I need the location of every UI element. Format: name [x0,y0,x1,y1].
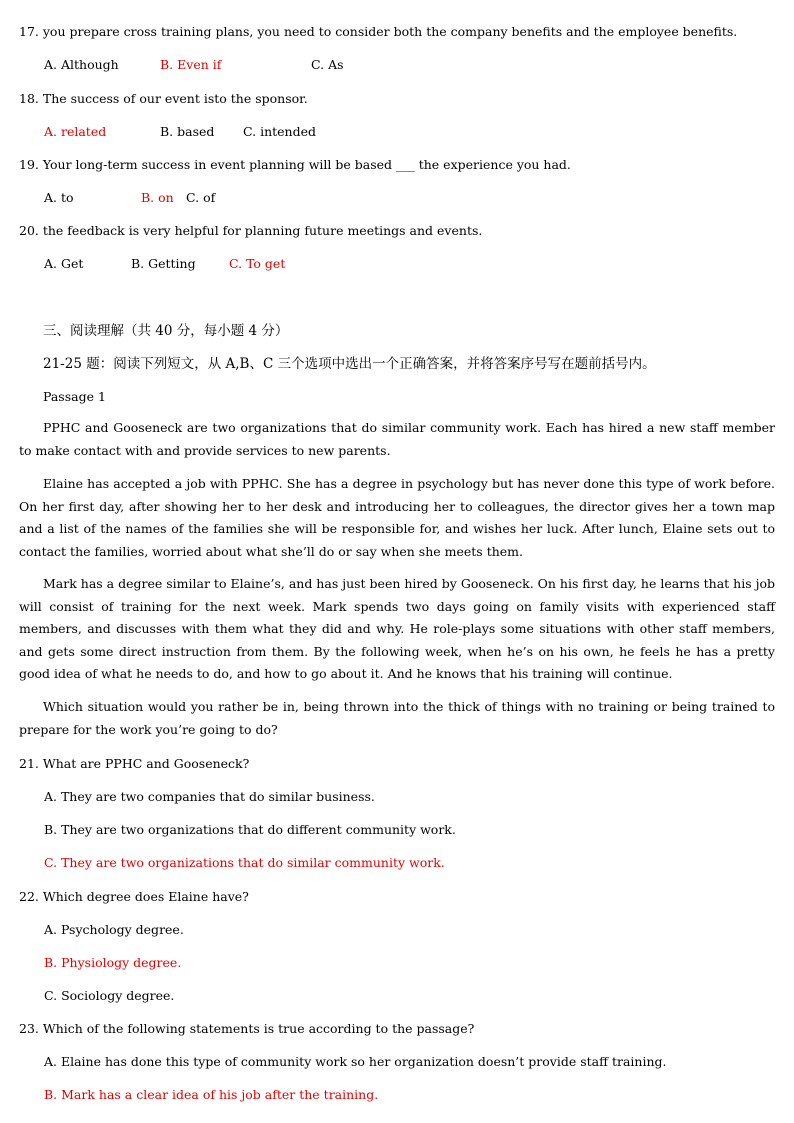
answer-option: C. As [311,57,344,72]
answer-option: B. Physiology degree. [44,955,182,970]
question-stem: 19. Your long-term success in event planning will be based ___ the experience you had. [19,157,571,172]
answer-option: B. Getting [131,256,196,271]
answer-option: A. related [44,124,107,139]
answer-option: A. They are two companies that do similar business. [44,789,375,804]
passage-paragraph: Elaine has accepted a job with PPHC. She has a degree in psychology but has never done this type of work before. On her first day, after showing her to her desk and introducing her to colleagues, the director gives her a town map and a list of the names of the families she will be responsible for, and wishes her luck. After lunch, Elaine sets out to contact the families, worried about what she’ll do or say when she meets them. [19,476,775,559]
answer-option: C. intended [243,124,316,139]
answer-option: A. to [44,190,74,205]
answer-option: B. They are two organizations that do different community work. [44,822,456,837]
answer-option: A. Get [44,256,84,271]
answer-option: B. Even if [160,57,222,72]
question-stem: 18. The success of our event isto the sponsor. [19,91,308,106]
answer-option: A. Elaine has done this type of community work so her organization doesn’t provide staff training. [44,1054,667,1069]
answer-option: C. Sociology degree. [44,988,175,1003]
section-instruction: 21-25 题：阅读下列短文，从 A,B、C 三个选项中选出一个正确答案，并将答案序号写在题前括号内。 [43,356,656,372]
passage-paragraph: PPHC and Gooseneck are two organizations that do similar community work. Each has hired a new staff member to make contact with and provide services to new parents. [19,420,775,458]
question-stem: 20. the feedback is very helpful for planning future meetings and events. [19,223,483,238]
passage-title: Passage 1 [43,389,106,404]
question-stem: 22. Which degree does Elaine have? [19,889,249,904]
answer-option: B. based [160,124,215,139]
passage-paragraph: Mark has a degree similar to Elaine’s, and has just been hired by Gooseneck. On his first day, he learns that his job will consist of training for the next week. Mark spends two days going on family visits with experienced staff members, and discusses with them what they did and why. He role-plays some situations with other staff members, and gets some direct instruction from them. By the following week, when he’s on his own, he feels he has a pretty good idea of what he needs to do, and how to go about it. And he knows that his training will continue. [19,576,775,681]
question-stem: 17. you prepare cross training plans, you need to consider both the company benefits and the employee benefits. [19,24,738,39]
answer-option: A. Although [44,57,119,72]
answer-option: B. on [141,190,174,205]
answer-option: C. They are two organizations that do similar community work. [44,855,445,870]
answer-option: C. of [186,190,216,205]
question-stem: 21. What are PPHC and Gooseneck? [19,756,250,771]
passage-paragraph: Which situation would you rather be in, being thrown into the thick of things with no training or being trained to prepare for the work you’re going to do? [19,699,775,737]
answer-option: C. To get [229,256,286,271]
question-stem: 23. Which of the following statements is true according to the passage? [19,1021,475,1036]
section-heading: 三、阅读理解（共 40 分，每小题 4 分） [43,323,289,339]
answer-option: B. Mark has a clear idea of his job after the training. [44,1087,379,1102]
answer-option: A. Psychology degree. [44,922,184,937]
